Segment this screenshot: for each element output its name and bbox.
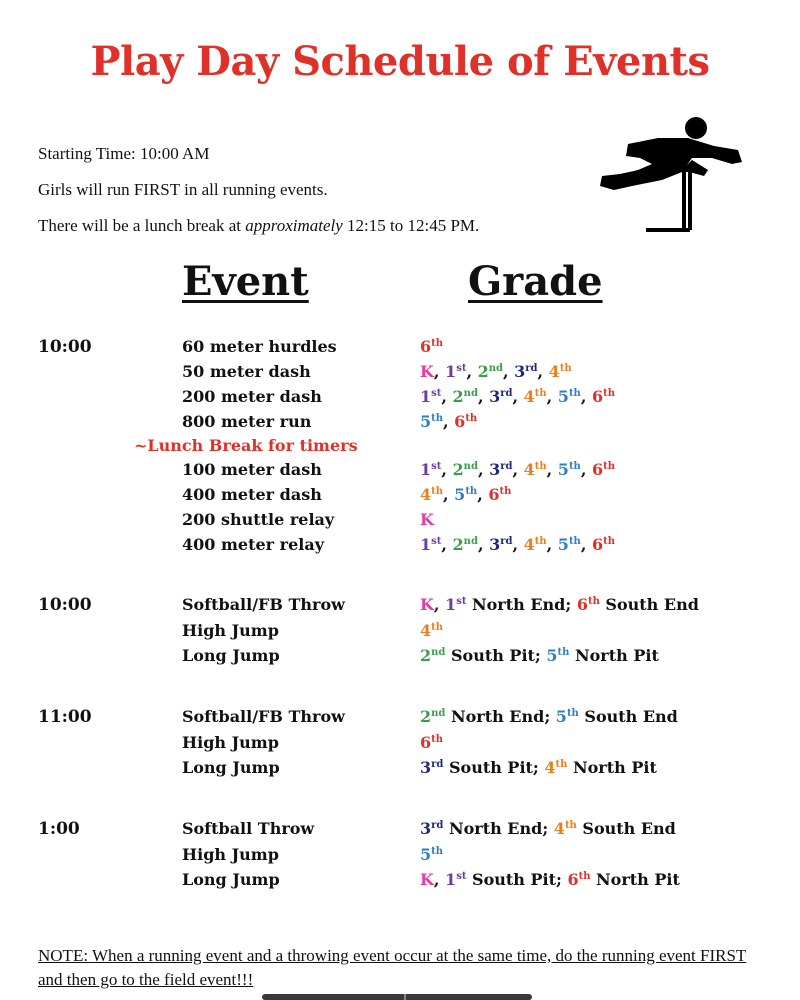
grade-label: [420, 646, 445, 665]
grade-suffix: st: [431, 536, 442, 547]
grade-number: 3: [489, 460, 501, 479]
event-name: High Jump: [182, 844, 279, 864]
grade-suffix: th: [431, 413, 444, 424]
grade-number: 5: [420, 844, 432, 864]
location-text: North End;: [466, 595, 577, 614]
grade-label: [488, 485, 511, 504]
grade-label: [453, 387, 478, 406]
grade-suffix: th: [566, 708, 579, 719]
grade-number: 1: [420, 535, 432, 554]
time-slot: 1:00: [38, 819, 80, 839]
grade-label: [420, 819, 443, 838]
grade-label: [592, 460, 615, 479]
location-text: North Pit: [590, 870, 680, 889]
grade-suffix: th: [534, 461, 547, 472]
grade-number: 4: [523, 535, 535, 554]
event-name: 50 meter dash: [182, 362, 311, 381]
grade-number: 3: [514, 362, 526, 381]
grade-label: [544, 758, 567, 777]
location-text: North End;: [445, 707, 556, 726]
event-name: Long Jump: [182, 646, 280, 665]
grade-label: [478, 362, 503, 381]
grade-label: [420, 387, 441, 406]
grade-label: [445, 362, 466, 381]
lunch-break-note: [38, 216, 479, 236]
grade-label: [420, 535, 441, 554]
grade-number: 2: [452, 460, 464, 479]
grade-label: [489, 387, 512, 406]
location-text: North End;: [443, 819, 554, 838]
grade-number: 3: [420, 819, 432, 838]
grade-number: 6: [591, 387, 604, 406]
grade-list: 5th, 6th: [420, 412, 478, 431]
grade-number: 6: [420, 732, 432, 752]
grade-number: 4: [523, 460, 535, 479]
grade-list: [420, 707, 678, 726]
grade-label: [420, 362, 434, 381]
grade-label: [489, 535, 512, 554]
grade-suffix: th: [578, 871, 591, 882]
grade-number: 2: [452, 535, 464, 554]
grade-suffix: nd: [431, 708, 446, 719]
grade-suffix: th: [534, 388, 547, 399]
grade-suffix: rd: [431, 820, 444, 831]
location-text: North Pit: [569, 646, 659, 665]
event-name: 200 shuttle relay: [182, 510, 335, 529]
event-name: High Jump: [182, 620, 279, 640]
grade-label: [524, 460, 547, 479]
event-name: 100 meter dash: [182, 460, 322, 479]
grade-suffix: th: [431, 845, 444, 857]
grade-label: [524, 535, 547, 554]
grade-suffix: nd: [463, 461, 478, 472]
grade-label: [420, 621, 443, 640]
grade-label: [420, 485, 443, 504]
event-name: Softball Throw: [182, 819, 315, 838]
grade-number: 1: [445, 362, 457, 381]
grade-list: [420, 758, 657, 777]
grade-list: [420, 595, 699, 614]
grade-list: [420, 733, 443, 752]
grade-number: 2: [420, 707, 432, 726]
grade-suffix: th: [603, 388, 615, 399]
location-text: South End: [576, 819, 676, 838]
grade-number: K: [420, 362, 434, 381]
grade-number: 4: [523, 387, 535, 406]
grade-list: [420, 510, 434, 529]
grade-number: K: [420, 595, 434, 614]
grade-number: 1: [445, 870, 457, 889]
grade-label: [445, 595, 466, 614]
grade-number: 5: [454, 485, 466, 504]
event-name: 400 meter dash: [182, 485, 322, 504]
grade-suffix: nd: [463, 536, 478, 547]
grade-suffix: nd: [463, 388, 478, 399]
grade-number: 5: [555, 707, 567, 726]
grade-number: 1: [445, 595, 457, 614]
grade-label: [420, 337, 443, 356]
grade-label: [420, 845, 443, 864]
time-slot: 10:00: [38, 337, 92, 357]
grade-label: [567, 870, 590, 889]
grade-number: 4: [548, 362, 560, 381]
grade-suffix: th: [587, 596, 600, 607]
location-text: South Pit;: [466, 870, 568, 889]
grade-number: 5: [546, 646, 558, 665]
grade-number: 5: [420, 412, 432, 431]
grade-number: 4: [420, 620, 432, 640]
grade-suffix: th: [603, 536, 615, 547]
grade-list: 1st, 2nd, 3rd, 4th, 5th, 6th: [420, 387, 615, 406]
grade-number: 6: [454, 412, 466, 431]
event-name: 400 meter relay: [182, 535, 324, 554]
lunch-text-pre: There will be a lunch break at: [38, 216, 246, 235]
lunch-text-emphasis: approximately: [245, 216, 343, 235]
grade-label: [558, 387, 581, 406]
grade-column-header: Grade: [468, 258, 603, 305]
page-title: Play Day Schedule of Events: [90, 38, 710, 85]
event-name: 60 meter hurdles: [182, 337, 337, 356]
grade-number: 4: [544, 758, 556, 777]
grade-label: [524, 387, 547, 406]
grade-number: 6: [591, 535, 604, 554]
grade-suffix: rd: [500, 536, 513, 547]
grade-label: [454, 485, 477, 504]
grade-suffix: rd: [525, 363, 538, 374]
grade-suffix: th: [465, 413, 478, 424]
grade-number: 2: [477, 362, 489, 381]
grade-suffix: th: [568, 388, 581, 399]
grade-number: 5: [557, 535, 569, 554]
grade-list: [420, 646, 659, 665]
grade-number: K: [420, 510, 434, 529]
grade-list: 4th, 5th, 6th: [420, 485, 512, 504]
grade-number: 1: [420, 460, 432, 479]
grade-label: [514, 362, 537, 381]
grade-suffix: th: [431, 621, 444, 633]
grade-label: [556, 707, 579, 726]
event-name: Long Jump: [182, 870, 280, 889]
grade-number: 5: [557, 460, 569, 479]
grade-label: [453, 535, 478, 554]
grade-number: 2: [452, 387, 464, 406]
time-slot: 10:00: [38, 595, 92, 615]
grade-suffix: rd: [500, 461, 513, 472]
location-text: South Pit;: [443, 758, 545, 777]
grade-suffix: rd: [500, 388, 513, 399]
grade-list: [420, 819, 676, 838]
grade-suffix: th: [465, 486, 478, 497]
time-slot: 11:00: [38, 707, 92, 727]
grade-list: [420, 337, 443, 356]
grade-suffix: th: [559, 363, 572, 374]
grade-list: 1st, 2nd, 3rd, 4th, 5th, 6th: [420, 535, 615, 554]
grade-list: [420, 621, 443, 640]
grade-number: 4: [420, 485, 432, 504]
grade-number: 6: [567, 870, 579, 889]
lunch-text-post: 12:15 to 12:45 PM.: [342, 216, 480, 235]
grade-number: 6: [576, 595, 588, 614]
note-footer: NOTE: When a running event and a throwing event occur at the same time, do the running event FIRST and then go to the field event!!!: [38, 946, 747, 989]
grade-suffix: th: [568, 461, 581, 472]
starting-time: Starting Time: 10:00 AM: [38, 144, 210, 163]
grade-label: [558, 460, 581, 479]
grade-list: 1st, 2nd, 3rd, 4th, 5th, 6th: [420, 460, 615, 479]
grade-suffix: th: [431, 486, 444, 497]
grade-number: 6: [488, 485, 500, 504]
grade-suffix: th: [431, 338, 444, 349]
grade-suffix: st: [456, 363, 467, 374]
location-text: ,: [433, 595, 446, 614]
lunch-break-row: ~Lunch Break for timers: [134, 436, 358, 455]
grade-number: 6: [591, 460, 604, 479]
grade-label: [420, 510, 434, 529]
event-name: Softball/FB Throw: [182, 595, 345, 614]
scrollbar-divider: [404, 994, 406, 1000]
grade-number: 4: [553, 819, 565, 838]
grade-suffix: th: [603, 461, 615, 472]
grade-label: [558, 535, 581, 554]
event-name: Softball/FB Throw: [182, 707, 345, 726]
grade-label: [454, 412, 477, 431]
grade-suffix: st: [456, 871, 467, 882]
horizontal-scrollbar[interactable]: [262, 994, 532, 1000]
event-name: Long Jump: [182, 758, 280, 777]
event-column-header: Event: [182, 258, 309, 305]
grade-label: [546, 646, 569, 665]
event-name: High Jump: [182, 732, 279, 752]
grade-label: [420, 733, 443, 752]
grade-suffix: nd: [488, 363, 503, 374]
grade-suffix: th: [534, 536, 547, 547]
grade-suffix: th: [499, 486, 512, 497]
grade-label: [420, 595, 434, 614]
grade-label: [453, 460, 478, 479]
location-text: South End: [578, 707, 678, 726]
location-text: South Pit;: [445, 646, 547, 665]
grade-label: [489, 460, 512, 479]
grade-suffix: th: [564, 820, 577, 831]
grade-label: [445, 870, 466, 889]
hurdler-icon: [596, 114, 746, 238]
grade-label: [577, 595, 600, 614]
grade-suffix: th: [555, 759, 568, 770]
grade-suffix: rd: [431, 759, 444, 770]
grade-number: 2: [420, 646, 432, 665]
grade-list: [420, 870, 680, 889]
grade-label: [420, 460, 441, 479]
location-text: ,: [433, 870, 446, 889]
grade-suffix: nd: [431, 647, 446, 658]
grade-suffix: st: [431, 461, 442, 472]
grade-suffix: th: [568, 536, 581, 547]
grade-label: [592, 387, 615, 406]
grade-list: [420, 845, 443, 864]
grade-label: [420, 707, 445, 726]
grade-number: 6: [420, 337, 432, 356]
grade-label: [592, 535, 615, 554]
grade-suffix: st: [456, 596, 467, 607]
grade-number: 3: [420, 758, 432, 777]
grade-label: [420, 412, 443, 431]
location-text: South End: [599, 595, 699, 614]
grade-label: [420, 758, 443, 777]
grade-number: 3: [489, 535, 501, 554]
grade-suffix: st: [431, 388, 442, 399]
event-name: 800 meter run: [182, 412, 312, 431]
grade-suffix: th: [557, 647, 570, 658]
grade-label: [420, 870, 434, 889]
location-text: North Pit: [567, 758, 657, 777]
grade-number: 1: [420, 387, 432, 406]
grade-list: K, 1st, 2nd, 3rd, 4th: [420, 362, 572, 381]
grade-label: [549, 362, 572, 381]
grade-number: 3: [489, 387, 501, 406]
event-name: 200 meter dash: [182, 387, 322, 406]
grade-suffix: th: [431, 733, 444, 745]
grade-label: [554, 819, 577, 838]
grade-number: 5: [557, 387, 569, 406]
girls-first-note: Girls will run FIRST in all running events.: [38, 180, 328, 199]
grade-number: K: [420, 870, 434, 889]
